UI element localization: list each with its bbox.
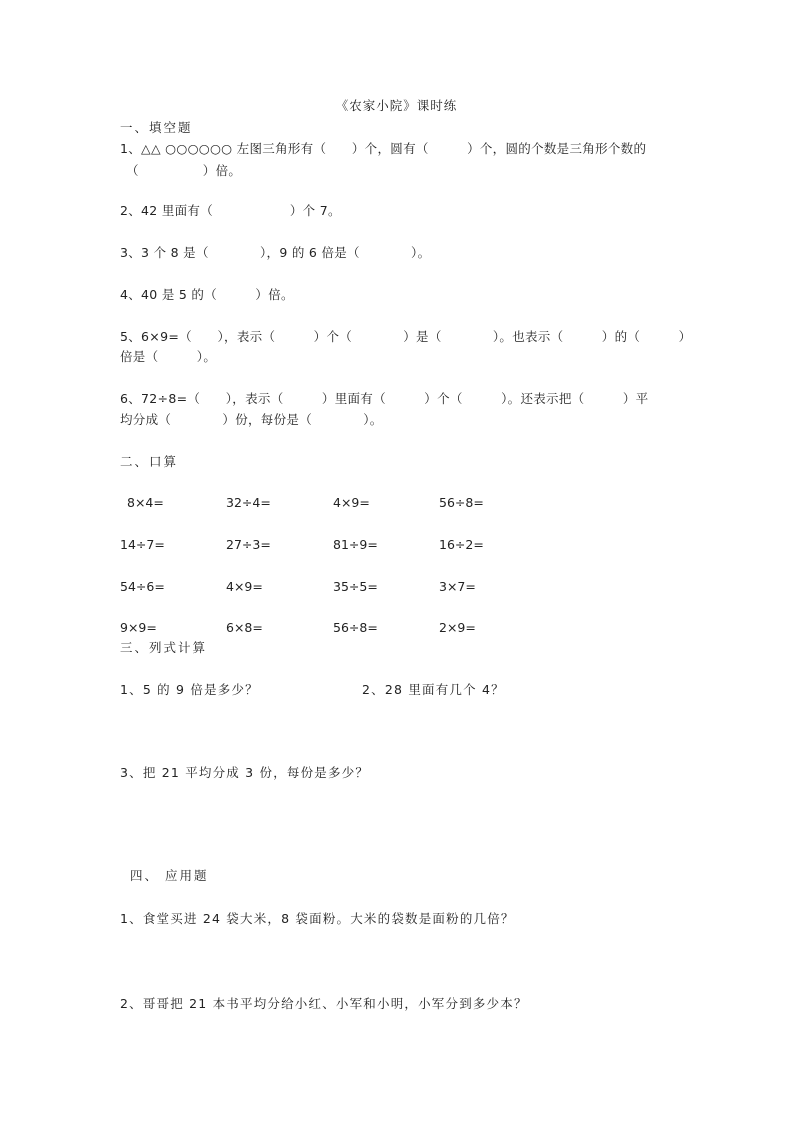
calc-item: 35÷5= (333, 579, 378, 594)
question-4-2: 2、哥哥把 21 本书平均分给小红、小军和小明，小军分到多少本？ (120, 996, 528, 1011)
calc-item: 9×9= (120, 620, 157, 635)
section-heading-fill-blank: 一、填空题 (120, 120, 193, 135)
question-5-line-1: 5、6×9=（ ），表示（ ）个（ ）是（ ）。也表示（ ）的（ ） (120, 329, 692, 344)
calc-item: 3×7= (439, 579, 476, 594)
question-3-1: 1、5 的 9 倍是多少？ (120, 682, 259, 697)
question-4: 4、40 是 5 的（ ）倍。 (120, 287, 294, 302)
calc-item: 16÷2= (439, 537, 484, 552)
calc-item: 27÷3= (226, 537, 271, 552)
section-heading-mental-math: 二、口算 (120, 454, 179, 469)
calc-item: 8×4= (127, 495, 164, 510)
section-heading-equation-calc: 三、列式计算 (120, 640, 208, 655)
question-3: 3、3 个 8 是（ ），9 的 6 倍是（ ）。 (120, 245, 431, 260)
calc-item: 4×9= (333, 495, 370, 510)
calc-item: 32÷4= (226, 495, 271, 510)
question-4-1: 1、食堂买进 24 袋大米，8 袋面粉。大米的袋数是面粉的几倍？ (120, 911, 515, 926)
question-5-line-2: 倍是（ ）。 (120, 349, 217, 364)
calc-item: 6×8= (226, 620, 263, 635)
calc-item: 14÷7= (120, 537, 165, 552)
question-1-line-1: 1、△△ ○○○○○○ 左图三角形有（ ）个，圆有（ ）个，圆的个数是三角形个数的 (120, 141, 647, 156)
page-title: 《农家小院》课时练 (335, 98, 458, 113)
calc-item: 56÷8= (439, 495, 484, 510)
section-heading-word-problems: 四、 应用题 (130, 868, 209, 883)
question-3-2: 2、28 里面有几个 4？ (362, 682, 505, 697)
calc-item: 4×9= (226, 579, 263, 594)
calc-item: 81÷9= (333, 537, 378, 552)
calc-item: 54÷6= (120, 579, 165, 594)
question-2: 2、42 里面有（ ）个 7。 (120, 203, 341, 218)
question-6-line-1: 6、72÷8=（ ），表示（ ）里面有（ ）个（ ）。还表示把（ ）平 (120, 391, 649, 406)
question-1-line-2: （ ）倍。 (126, 163, 242, 178)
question-6-line-2: 均分成（ ）份，每份是（ ）。 (120, 412, 383, 427)
calc-item: 56÷8= (333, 620, 378, 635)
question-3-3: 3、把 21 平均分成 3 份，每份是多少？ (120, 765, 370, 780)
calc-item: 2×9= (439, 620, 476, 635)
